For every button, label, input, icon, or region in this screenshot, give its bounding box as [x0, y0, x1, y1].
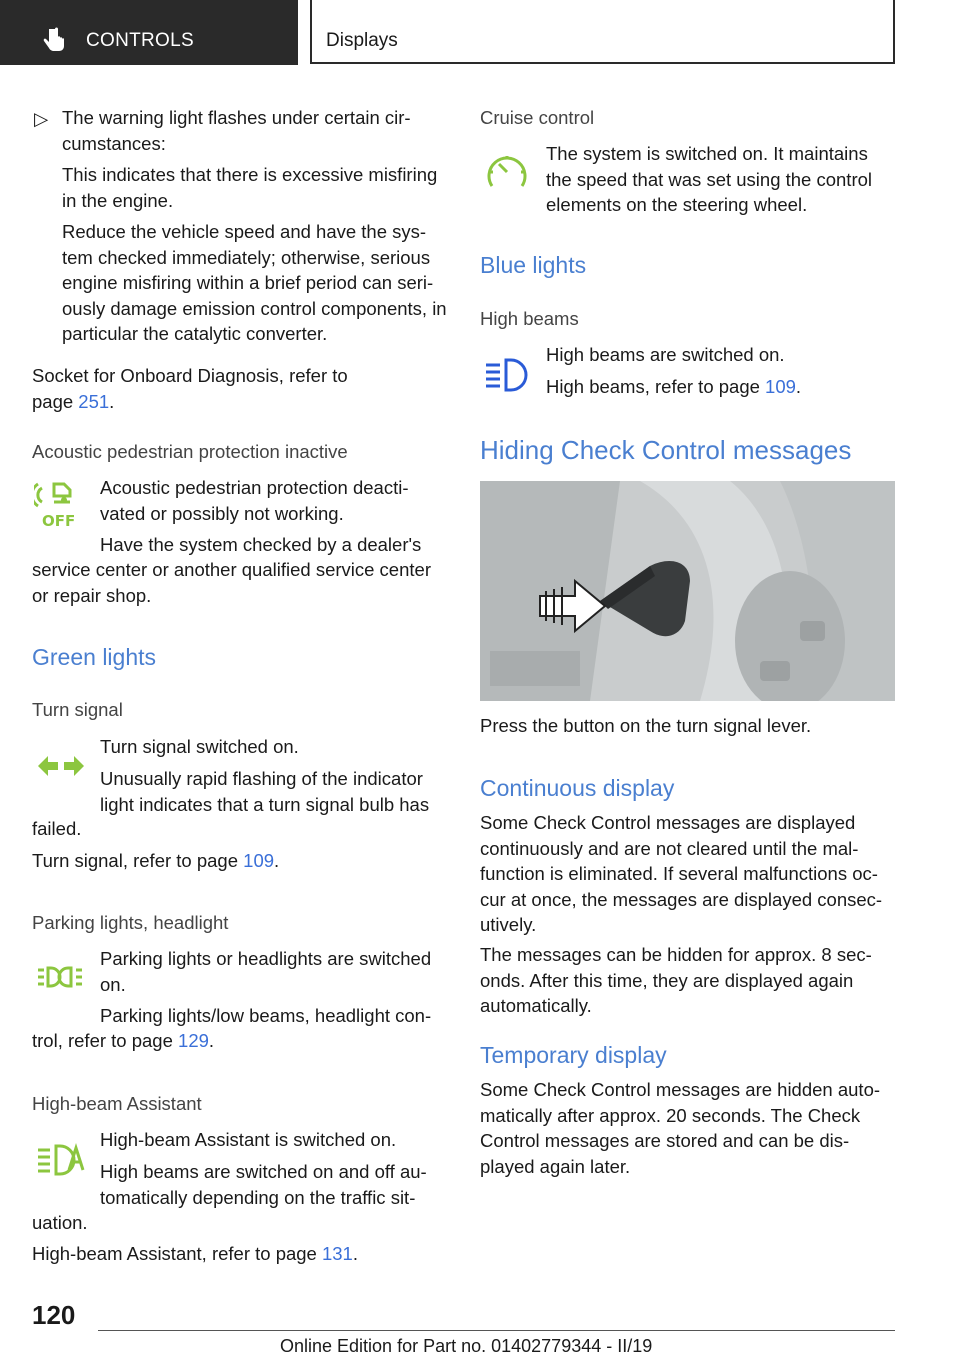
turn-paragraph-1: Turn signal switched on.: [100, 736, 299, 757]
bullet-marker: ▷: [34, 108, 49, 129]
page-link-109[interactable]: 109: [243, 850, 275, 871]
blue-lights-heading: Blue lights: [480, 252, 587, 278]
turn-paragraph-2b: failed.: [32, 818, 82, 839]
continuous-paragraph-2: The messages can be hidden for approx. 8 sec-onds. After this time, they are displayed again automatically.: [480, 944, 872, 1016]
acoustic-paragraph-1: Acoustic pedestrian protection deacti-vated or possibly not working.: [100, 477, 409, 524]
chapter-tab[interactable]: [310, 0, 895, 64]
parking-heading: Parking lights, headlight: [32, 912, 229, 933]
section-label: CONTROLS: [86, 30, 194, 51]
edition-footer: Online Edition for Part no. 01402779344 - II/19: [280, 1336, 653, 1356]
acoustic-heading: Acoustic pedestrian protection inactive: [32, 441, 348, 462]
page-number: 120: [32, 1300, 76, 1330]
footer-divider: [98, 1330, 895, 1331]
temporary-heading: Temporary display: [480, 1042, 667, 1068]
chapter-label: Displays: [326, 30, 398, 51]
acoustic-paragraph-2a: Have the system checked by a dealer's: [100, 534, 422, 555]
turn-signal-icon: [36, 752, 86, 780]
high-beams-icon: [484, 356, 532, 394]
continuous-heading: Continuous display: [480, 775, 675, 801]
high-beams-paragraph: High beams are switched on.: [546, 344, 785, 365]
section-tab[interactable]: [0, 0, 298, 65]
high-beams-reference: High beams, refer to page 109.: [546, 376, 802, 397]
turn-reference: Turn signal, refer to page 109.: [32, 850, 280, 871]
hba-reference: High-beam Assistant, refer to page 131.: [32, 1243, 358, 1264]
cruise-control-icon: [484, 150, 530, 196]
temporary-paragraph: Some Check Control messages are hidden auto-matically after approx. 20 seconds. The Check Control messages are stored and can be dis-played again later.: [480, 1079, 881, 1177]
parking-lights-icon: [36, 964, 86, 990]
green-lights-heading: Green lights: [32, 644, 157, 670]
cruise-heading: Cruise control: [480, 107, 595, 128]
turn-signal-heading: Turn signal: [32, 699, 123, 720]
high-beams-heading: High beams: [480, 308, 579, 329]
parking-paragraph-2a: Parking lights/low beams, headlight con-: [100, 1005, 432, 1026]
cruise-paragraph: The system is switched on. It maintains the speed that was set using the control elements on the steering wheel.: [546, 143, 873, 215]
acoustic-paragraph-2b: service center or another qualified service center or repair shop.: [32, 559, 431, 606]
high-beam-assistant-icon: [36, 1140, 86, 1178]
hba-paragraph-2a: High beams are switched on and off au-tomatically depending on the traffic sit-: [100, 1161, 427, 1208]
page-link-131[interactable]: 131: [321, 1243, 353, 1264]
parking-paragraph-1: Parking lights or headlights are switched on.: [100, 948, 432, 995]
hand-pointer-icon: [40, 26, 68, 54]
parking-paragraph-2b: trol, refer to page 129.: [32, 1030, 215, 1051]
turn-signal-lever-illustration: [480, 481, 895, 701]
page-link-109-right[interactable]: 109: [765, 376, 796, 397]
hiding-heading: Hiding Check Control messages: [480, 435, 852, 465]
hba-paragraph-2b: uation.: [32, 1212, 88, 1233]
press-instruction: Press the button on the turn signal lever.: [480, 715, 812, 736]
hba-paragraph-1: High-beam Assistant is switched on.: [100, 1129, 397, 1150]
hba-heading: High-beam Assistant: [32, 1093, 202, 1114]
page-link-251[interactable]: 251: [78, 390, 110, 412]
off-label: OFF: [42, 512, 76, 530]
socket-reference: Socket for Onboard Diagnosis, refer to page 251.: [32, 365, 348, 412]
pedestrian-protection-off-icon: [34, 478, 86, 530]
bullet-paragraph-3: Reduce the vehicle speed and have the sys-tem checked immediately; otherwise, serious engine misfiring within a brief period can seri-ously damage emission control components, in particular the catalytic converter.: [62, 221, 447, 344]
turn-paragraph-2a: Unusually rapid flashing of the indicator light indicates that a turn signal bulb has: [100, 768, 430, 815]
page-link-129[interactable]: 129: [178, 1030, 209, 1051]
continuous-paragraph-1: Some Check Control messages are displayed continuously and are not cleared until the mal-function is eliminated. If several malfunctions oc-cur at once, the messages are displayed consec-utively.: [480, 812, 883, 935]
bullet-paragraph-2: This indicates that there is excessive misfiring in the engine.: [62, 164, 438, 211]
bullet-paragraph-1: The warning light flashes under certain cir-cumstances:: [62, 107, 411, 154]
